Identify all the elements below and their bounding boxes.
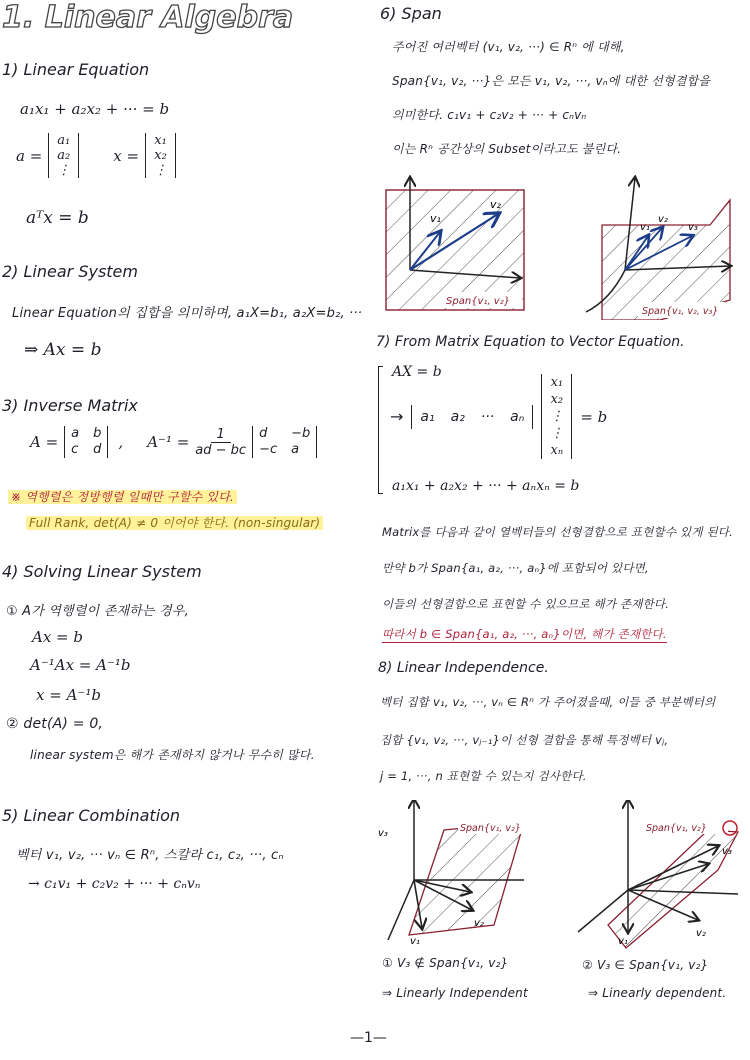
section-1-heading: 1) Linear Equation bbox=[2, 60, 150, 79]
span-plane bbox=[409, 822, 524, 935]
v3-label: v₃ bbox=[722, 846, 732, 857]
independent-caption-2: ⇒ Linearly Independent bbox=[382, 986, 528, 1000]
equals-b: = b bbox=[580, 407, 608, 426]
dependent-caption-1: ② V₃ ∈ Span{v₁, v₂} bbox=[582, 958, 709, 972]
comma: , bbox=[118, 433, 124, 451]
column-vector: a₁ bbox=[420, 408, 435, 425]
bracket-line bbox=[378, 366, 383, 494]
case-2-text: linear system은 해가 존재하지 않거나 무수히 많다. bbox=[30, 748, 315, 762]
span-label: Span{v₁, v₂} bbox=[460, 823, 521, 834]
x-entry: x₂ bbox=[550, 392, 564, 407]
span-3d-figure bbox=[580, 170, 740, 320]
independent-caption-1: ① V₃ ∉ Span{v₁, v₂} bbox=[382, 956, 509, 970]
span-text-2: Span{v₁, v₂, ···}은 모든 v₁, v₂, ···, vₙ에 대한 선형결합을 bbox=[392, 74, 711, 88]
matrix-equation: AX = b bbox=[392, 364, 442, 380]
section-6-heading: 6) Span bbox=[380, 4, 442, 23]
linear-system-equation: ⇒ Ax = b bbox=[24, 340, 102, 360]
a-vector-label: a = bbox=[16, 146, 43, 165]
matrix-entry: a bbox=[71, 426, 80, 441]
v2-label: v₂ bbox=[490, 198, 501, 211]
section-5-heading: 5) Linear Combination bbox=[2, 806, 181, 825]
fraction-numerator: 1 bbox=[211, 427, 231, 443]
v2-label: v₂ bbox=[696, 928, 706, 939]
linear-system-text: Linear Equation의 집합을 의미하며, a₁X=b₁, a₂X=b₂, ··· bbox=[12, 306, 363, 321]
a-vector bbox=[48, 133, 79, 178]
section-4-heading: 4) Solving Linear System bbox=[2, 562, 202, 581]
section-2-heading: 2) Linear System bbox=[2, 262, 138, 281]
matrix-entry: −c bbox=[259, 442, 278, 457]
matrix-entry: d bbox=[259, 426, 268, 441]
section-3-heading: 3) Inverse Matrix bbox=[2, 396, 138, 415]
x-entry: ⋮ bbox=[550, 409, 564, 424]
x-vector-entry: x₂ bbox=[154, 148, 167, 163]
span-text-1: 주어진 여러벡터 (v₁, v₂, ···) ∈ Rⁿ 에 대해, bbox=[392, 40, 625, 54]
dependent-figure bbox=[568, 800, 743, 950]
matrix-entry: b bbox=[93, 426, 102, 441]
x-column bbox=[541, 374, 572, 459]
paragraph-1: Matrix를 다음과 같이 열벡터들의 선형결합으로 표현할수 있게 된다. bbox=[382, 525, 733, 539]
transpose-equation: aᵀx = b bbox=[26, 208, 89, 228]
section-7-heading: 7) From Matrix Equation to Vector Equation. bbox=[376, 334, 685, 350]
expanded-matrix-equation: → a₁ a₂ ··· aₙ x₁ x₂ ⋮ ⋮ xₙ = b bbox=[390, 375, 608, 458]
vector-definitions bbox=[16, 133, 176, 178]
span-text-4: 이는 Rⁿ 공간상의 Subset이라고도 불린다. bbox=[392, 142, 622, 156]
a-vector-entry: a₂ bbox=[57, 148, 71, 163]
highlighted-note: ※ 역행렬은 정방행렬 일때만 구할수 있다. bbox=[8, 490, 237, 504]
span-label: Span{v₁, v₂} bbox=[646, 823, 707, 834]
linear-combination-equation: → c₁v₁ + c₂v₂ + ··· + cₙvₙ bbox=[28, 876, 201, 892]
independence-text-2: 집합 {v₁, v₂, ···, vⱼ₋₁}이 선형 결합을 통해 특정벡터 vⱼ, bbox=[380, 733, 669, 747]
v1-label: v₁ bbox=[410, 936, 420, 947]
column-vector: aₙ bbox=[510, 408, 525, 425]
v3-label: v₃ bbox=[688, 222, 698, 233]
solve-step-1: Ax = b bbox=[32, 628, 83, 646]
matrix-entry: c bbox=[71, 442, 79, 457]
v3-label: v₃ bbox=[378, 828, 388, 839]
matrix-entry: −b bbox=[291, 426, 311, 441]
matrix-a-label: A = bbox=[30, 433, 59, 451]
fraction-denominator: ad − bc bbox=[195, 442, 247, 458]
matrix-entry: a bbox=[291, 442, 300, 457]
matrix-a bbox=[64, 426, 108, 458]
column-vector: ··· bbox=[480, 408, 495, 425]
x-vector-label: x = bbox=[113, 146, 140, 165]
column-vector: a₂ bbox=[450, 408, 465, 425]
determinant-fraction bbox=[195, 427, 246, 458]
x-entry: x₁ bbox=[550, 375, 564, 390]
case-2-label: ② det(A) = 0, bbox=[6, 716, 104, 732]
solve-step-3: x = A⁻¹b bbox=[36, 686, 101, 704]
x-vector-entry: ⋮ bbox=[154, 163, 168, 178]
dependent-caption-2: ⇒ Linearly dependent. bbox=[588, 986, 727, 1000]
v2-label: v₂ bbox=[474, 918, 484, 929]
x-vector bbox=[145, 133, 176, 178]
paragraph-2: 만약 b가 Span{a₁, a₂, ···, aₙ}에 포함되어 있다면, bbox=[382, 561, 649, 575]
solve-step-2: A⁻¹Ax = A⁻¹b bbox=[30, 656, 131, 674]
paragraph-4: 따라서 b ∈ Span{a₁, a₂, ···, aₙ}이면, 해가 존재한다. bbox=[382, 627, 667, 641]
adjugate-matrix bbox=[252, 426, 317, 458]
column-vector-row bbox=[411, 405, 533, 429]
page-title: 1. Linear Algebra bbox=[2, 0, 294, 35]
span-text-3: 의미한다. c₁v₁ + c₂v₂ + ··· + cₙvₙ bbox=[392, 108, 587, 122]
v1-label: v₁ bbox=[640, 222, 650, 233]
section-8-heading: 8) Linear Independence. bbox=[378, 660, 549, 676]
inverse-note-1 bbox=[8, 488, 237, 505]
independence-text-1: 벡터 집합 v₁, v₂, ···, vₙ ∈ Rⁿ 가 주어졌을때, 이들 중 부분벡터의 bbox=[380, 695, 716, 709]
span-label: Span{v₁, v₂, v₃} bbox=[642, 306, 719, 317]
span-label: Span{v₁, v₂} bbox=[446, 296, 511, 307]
independent-figure bbox=[374, 800, 534, 950]
a-vector-entry: ⋮ bbox=[57, 163, 71, 178]
v1-label: v₁ bbox=[430, 212, 441, 225]
v1-label: v₁ bbox=[618, 936, 628, 947]
linear-equation: a₁x₁ + a₂x₂ + ··· = b bbox=[20, 100, 170, 118]
paragraph-3: 이들의 선형결합으로 표현할 수 있으므로 해가 존재한다. bbox=[382, 597, 670, 611]
case-1-label: ① A가 역행렬이 존재하는 경우, bbox=[6, 604, 189, 619]
inverse-note-2 bbox=[26, 514, 323, 531]
a-vector-entry: a₁ bbox=[57, 133, 71, 148]
x-vector-entry: x₁ bbox=[154, 133, 167, 148]
span-2d-figure bbox=[380, 170, 530, 320]
x-entry: xₙ bbox=[550, 443, 564, 458]
v2-label: v₂ bbox=[658, 214, 668, 225]
inverse-label: A⁻¹ = bbox=[147, 433, 190, 451]
linear-combination-text: 벡터 v₁, v₂, ··· vₙ ∈ Rⁿ, 스칼라 c₁, c₂, ···, cₙ bbox=[16, 848, 284, 863]
matrix-entry: d bbox=[93, 442, 102, 457]
page-number: —1— bbox=[350, 1030, 387, 1046]
inverse-matrix-formula bbox=[30, 426, 317, 458]
x-entry: ⋮ bbox=[550, 426, 564, 441]
independence-text-3: j = 1, ···, n 표현할 수 있는지 검사한다. bbox=[380, 769, 587, 783]
vector-equation: a₁x₁ + a₂x₂ + ··· + aₙxₙ = b bbox=[392, 478, 580, 494]
highlighted-note: Full Rank, det(A) ≠ 0 이어야 한다. (non-singular) bbox=[26, 516, 323, 530]
